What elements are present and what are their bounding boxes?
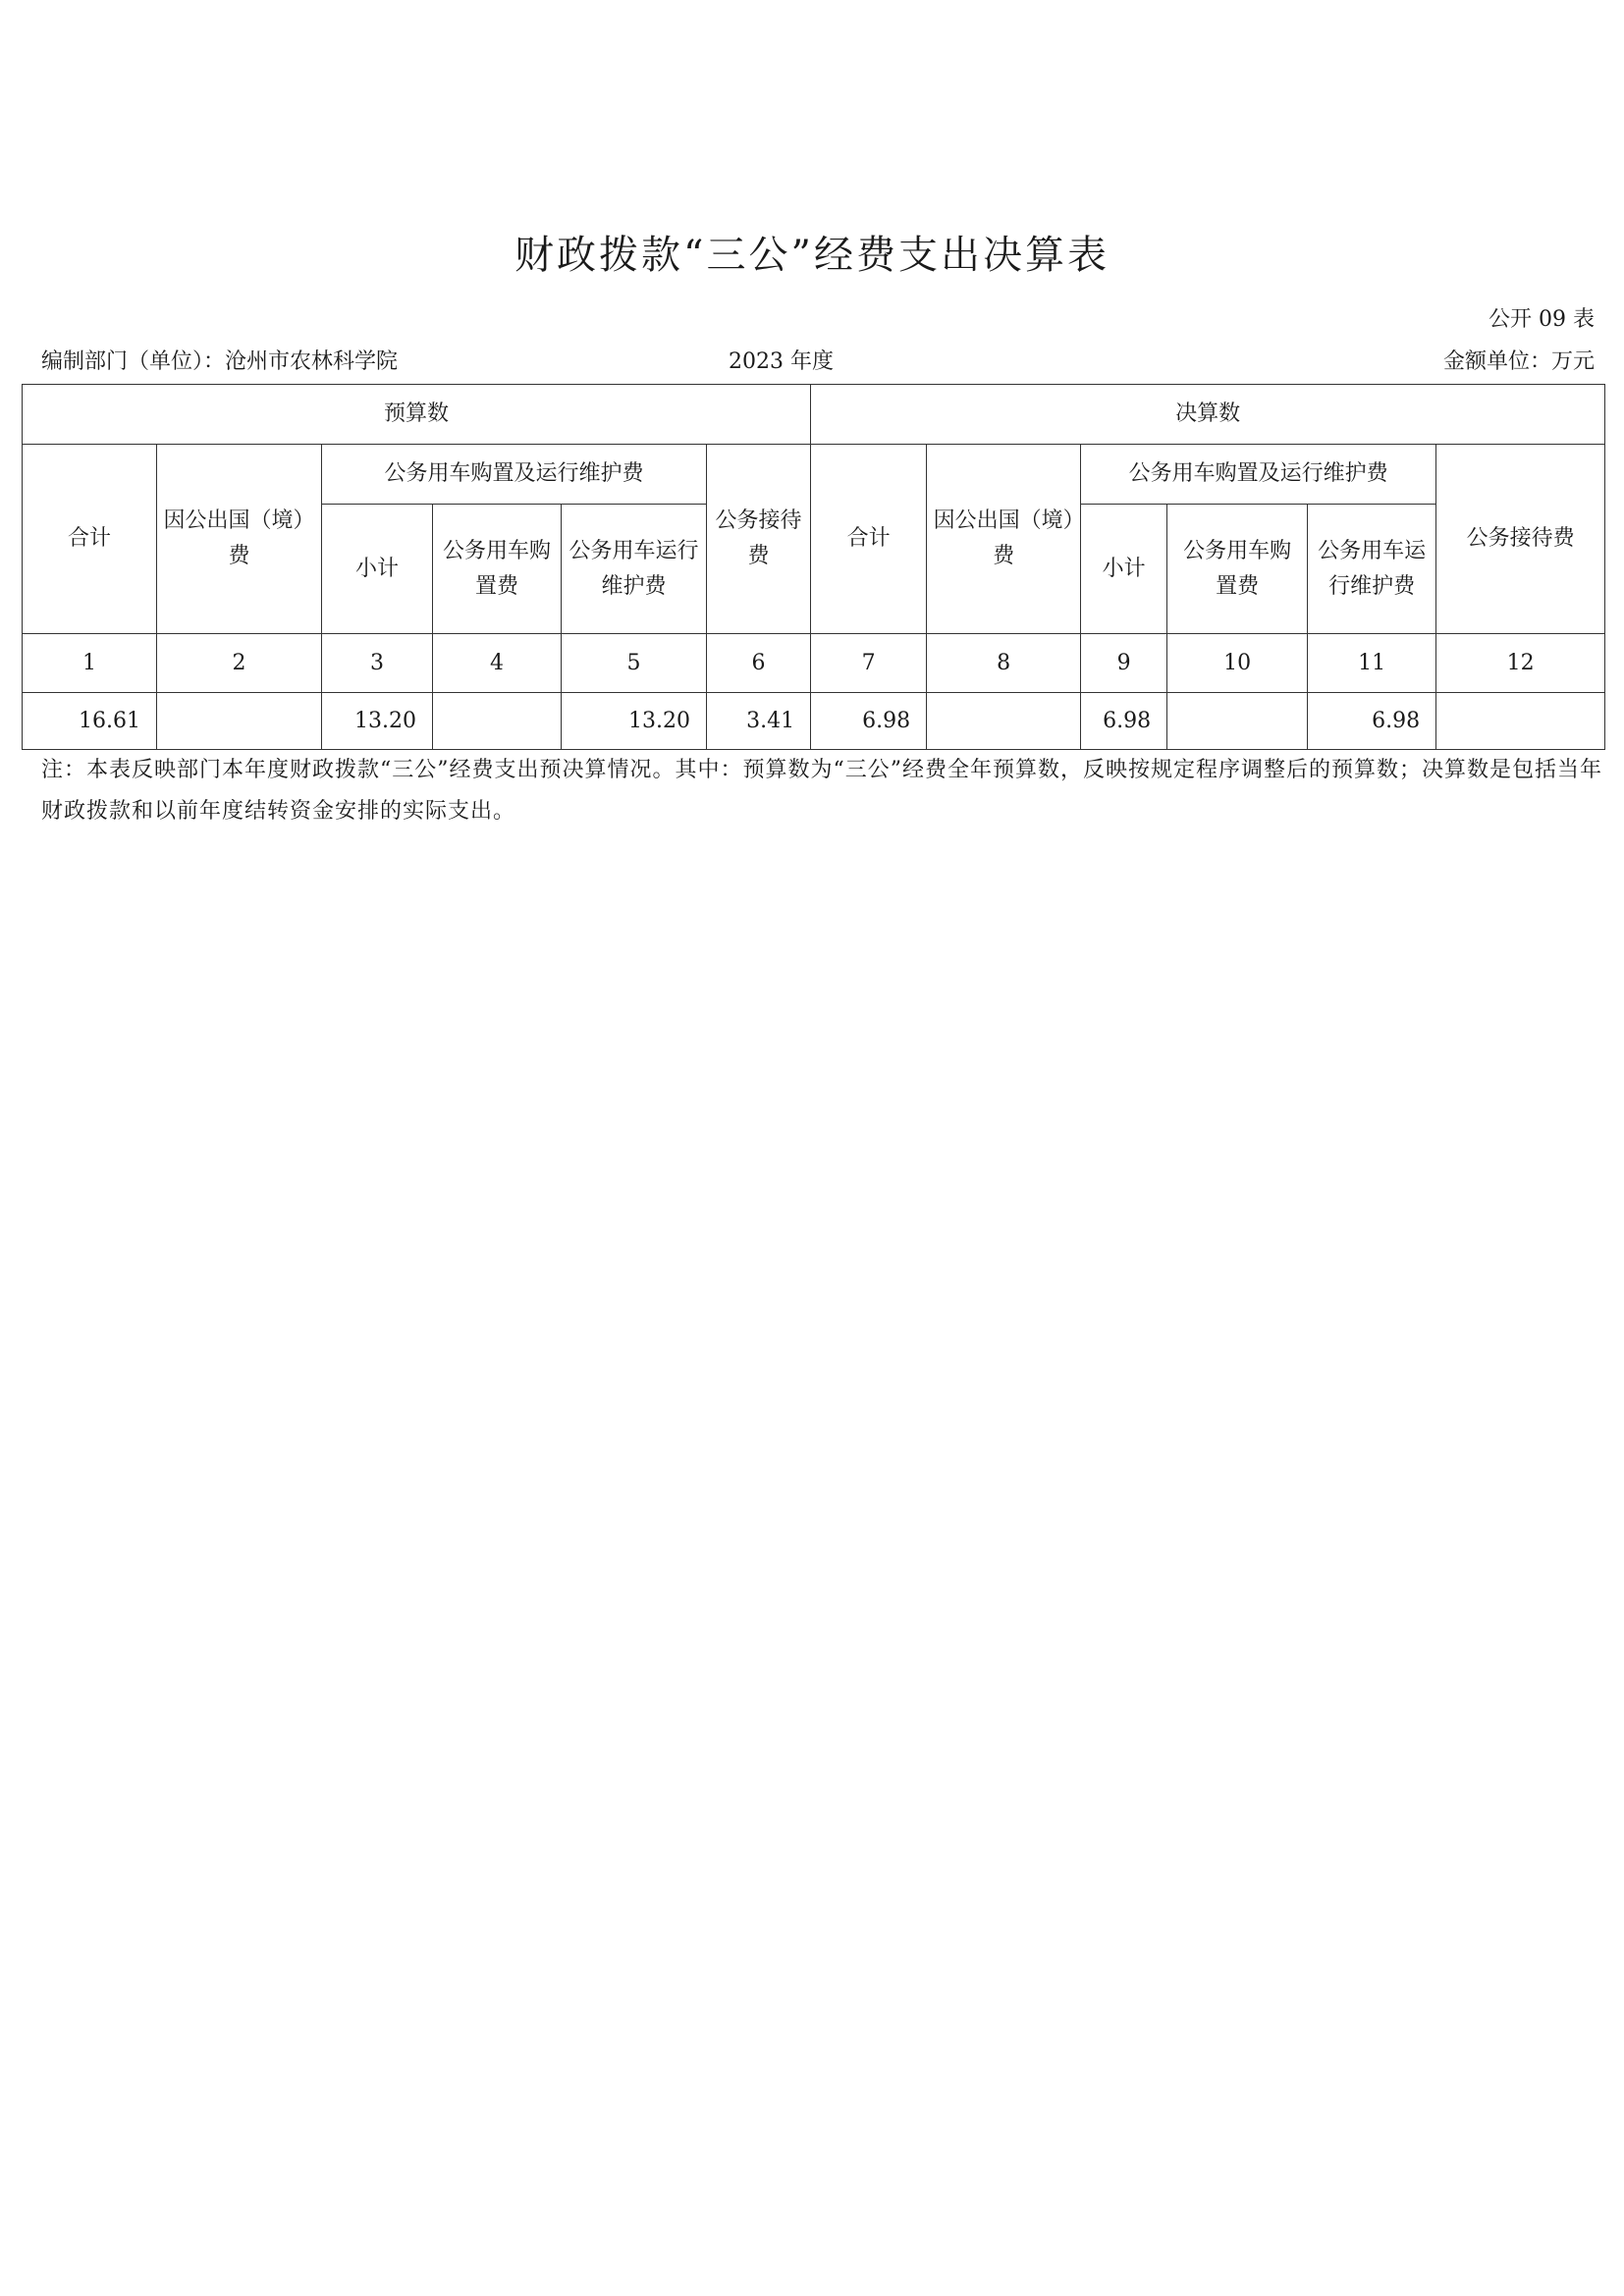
index-cell: 10 — [1167, 634, 1308, 693]
fiscal-year: 2023 年度 — [729, 349, 834, 374]
budget-reception-header: 公务接待费 — [707, 445, 811, 634]
final-purchase-header: 公务用车购置费 — [1167, 505, 1308, 634]
final-vehicle-header: 公务用车购置及运行维护费 — [1081, 445, 1436, 505]
index-cell: 5 — [562, 634, 707, 693]
final-subtotal-value: 6.98 — [1081, 693, 1167, 750]
index-cell: 9 — [1081, 634, 1167, 693]
budget-maintenance-value: 13.20 — [562, 693, 707, 750]
budget-purchase-value — [433, 693, 562, 750]
budget-vehicle-header: 公务用车购置及运行维护费 — [322, 445, 707, 505]
index-cell: 3 — [322, 634, 433, 693]
final-subtotal-header: 小计 — [1081, 505, 1167, 634]
page-title: 财政拨款“三公”经费支出决算表 — [514, 233, 1110, 278]
budget-reception-value: 3.41 — [707, 693, 811, 750]
final-total-header: 合计 — [811, 445, 927, 634]
report-meta — [41, 345, 1595, 374]
final-maintenance-value: 6.98 — [1308, 693, 1436, 750]
budget-purchase-header: 公务用车购置费 — [433, 505, 562, 634]
table-data-row — [23, 693, 1605, 750]
budget-subtotal-header: 小计 — [322, 505, 433, 634]
index-cell: 4 — [433, 634, 562, 693]
index-cell: 6 — [707, 634, 811, 693]
table-group-header-row — [23, 385, 1605, 445]
final-total-value: 6.98 — [811, 693, 927, 750]
final-reception-header: 公务接待费 — [1436, 445, 1605, 634]
index-cell: 7 — [811, 634, 927, 693]
final-abroad-value — [927, 693, 1081, 750]
index-cell: 12 — [1436, 634, 1605, 693]
final-abroad-header: 因公出国（境）费 — [927, 445, 1081, 634]
three-public-expense-table — [22, 384, 1605, 750]
index-cell: 1 — [23, 634, 157, 693]
budget-total-header: 合计 — [23, 445, 157, 634]
final-maintenance-header: 公务用车运行维护费 — [1308, 505, 1436, 634]
final-group-header: 决算数 — [811, 385, 1605, 445]
index-cell: 11 — [1308, 634, 1436, 693]
budget-subtotal-value: 13.20 — [322, 693, 433, 750]
budget-abroad-value — [157, 693, 322, 750]
index-cell: 8 — [927, 634, 1081, 693]
index-cell: 2 — [157, 634, 322, 693]
table-header-row-1 — [23, 445, 1605, 505]
budget-total-value: 16.61 — [23, 693, 157, 750]
table-index-row — [23, 634, 1605, 693]
budget-maintenance-header: 公务用车运行维护费 — [562, 505, 707, 634]
table-footnote: 注：本表反映部门本年度财政拨款“三公”经费支出预决算情况。其中：预算数为“三公”经费全年预算数，反映按规定程序调整后的预算数；决算数是包括当年财政拨款和以前年度结转资金安排的实际支出。 — [41, 758, 1602, 824]
amount-unit: 金额单位：万元 — [1442, 349, 1595, 374]
final-purchase-value — [1167, 693, 1308, 750]
final-reception-value — [1436, 693, 1605, 750]
budget-group-header: 预算数 — [23, 385, 811, 445]
department-label: 编制部门（单位）：沧州市农林科学院 — [41, 349, 399, 374]
budget-abroad-header: 因公出国（境）费 — [157, 445, 322, 634]
form-number: 公开 09 表 — [1489, 307, 1595, 332]
